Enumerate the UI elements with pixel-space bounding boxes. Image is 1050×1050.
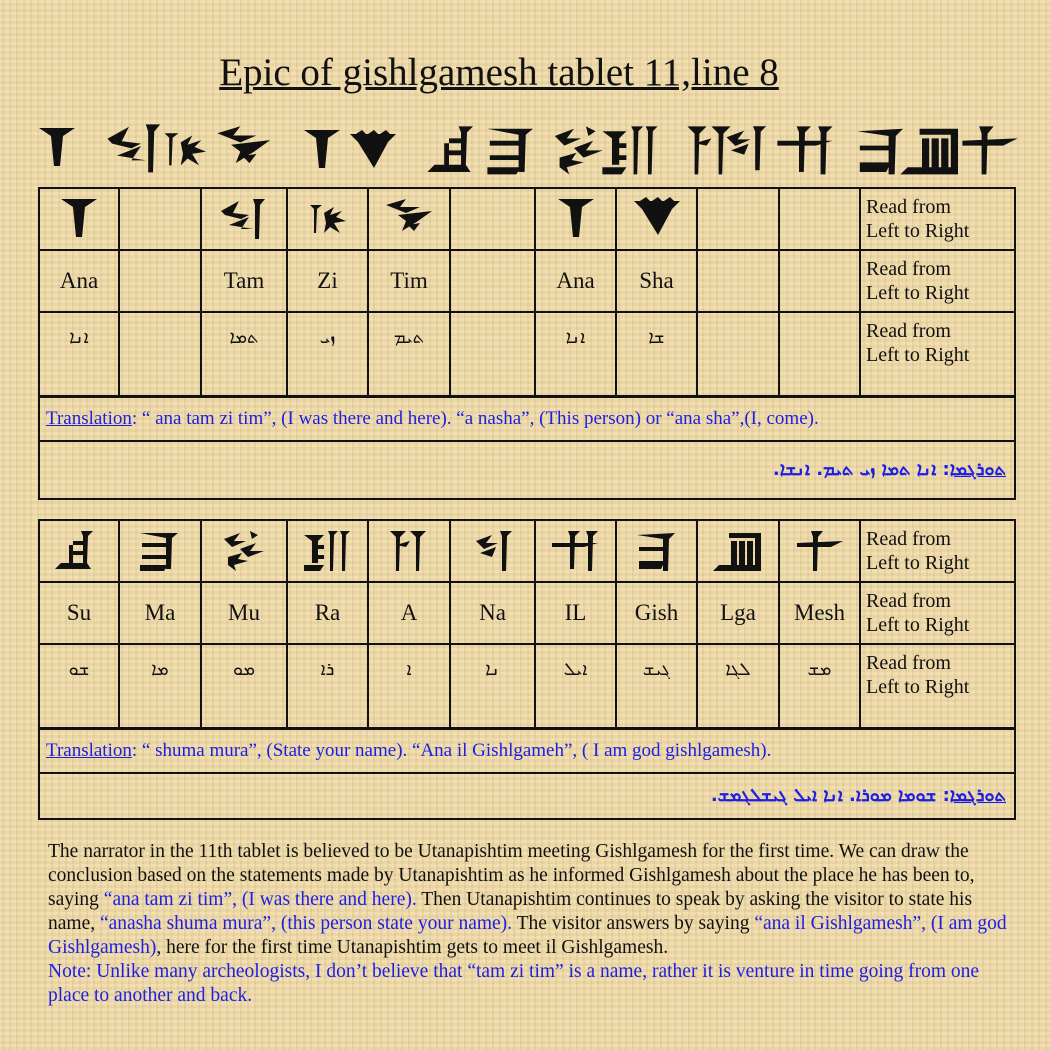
su-cuneiform-icon (427, 126, 473, 172)
ana-cuneiform-icon (554, 197, 598, 241)
mesh-cuneiform-icon (795, 529, 845, 573)
syllable-cell: Gish (634, 600, 679, 625)
syllable-cell: Mesh (793, 600, 846, 625)
syriac-cell: ܡܘ (232, 659, 256, 680)
zi-cuneiform-icon (306, 197, 350, 241)
tim-cuneiform-icon (384, 197, 434, 241)
read-direction-note: Read from Left to Right (860, 520, 1015, 582)
ana-cuneiform-icon (39, 128, 75, 166)
glyph-cell (368, 188, 450, 250)
read-direction-note: Read from Left to Right (860, 582, 1015, 644)
syriac-cell: ܡܫ (807, 659, 832, 680)
translation-row (39, 728, 1015, 773)
syriac-cell: ܙܝ (319, 327, 336, 348)
syllable-cell: Tam (223, 268, 265, 293)
syllable-cell: Mu (228, 600, 260, 625)
gish-cuneiform-icon (857, 129, 903, 175)
syllable-cell: Su (66, 600, 92, 625)
syriac-translation-row (39, 441, 1015, 499)
mu-cuneiform-icon (220, 529, 268, 573)
mesh-cuneiform-icon (962, 126, 1017, 174)
syllable-cell: Ra (314, 600, 341, 625)
ma-cuneiform-icon (138, 529, 182, 573)
syriac-cell: ܓܝܫ (642, 659, 671, 680)
read-direction-note: Read from Left to Right (860, 644, 1015, 728)
su-cuneiform-icon (53, 529, 105, 573)
na-cuneiform-icon (470, 529, 516, 573)
read-direction-note: Read from Left to Right (860, 188, 1015, 250)
cuneiform-line (30, 118, 1020, 180)
tam-cuneiform-icon (107, 124, 160, 172)
glyph-cell (119, 188, 201, 250)
syllable-cell: Sha (639, 268, 674, 293)
ana-cuneiform-icon (57, 197, 101, 241)
syriac-cell: ܐܢܐ (565, 327, 586, 348)
syriac-cell: ܐ (406, 659, 412, 680)
commentary-text: Then Utanapishtim continues to speak by asking the visitor to state his name, (48, 889, 973, 934)
page-title: Epic of gishlgamesh tablet 11,line 8 (219, 51, 779, 94)
syllable-cell: A (400, 600, 418, 625)
mu-cuneiform-icon (555, 126, 603, 174)
gish-cuneiform-icon (635, 529, 679, 573)
glyph-cell (450, 188, 535, 250)
zi-cuneiform-icon (165, 133, 206, 165)
syriac-row (39, 312, 1015, 396)
ma-cuneiform-icon (487, 129, 533, 175)
commentary-text: The visitor answers by saying (512, 913, 755, 934)
glyph-cell (616, 188, 697, 250)
sha-cuneiform-icon (632, 197, 682, 241)
syriac-translation-label: ܬܘܪܓܡܐ (949, 459, 1006, 480)
syriac-row (39, 644, 1015, 728)
syriac-cell: ܡܐ (151, 659, 169, 680)
glyph-cell (697, 188, 779, 250)
il-cuneiform-icon (550, 529, 602, 573)
glyph-cell (39, 188, 119, 250)
glyph-row (39, 520, 1015, 582)
quote-text: “ana il Gishlgamesh”, (I am god Gishlgamesh) (48, 913, 1007, 958)
tam-cuneiform-icon (219, 197, 269, 241)
translation-cell (39, 396, 1015, 441)
syriac-cell: ܬܡܐ (229, 327, 259, 348)
syllable-cell: Ma (144, 600, 176, 625)
quote-text: “anasha shuma mura”, (this person state your name). (99, 913, 513, 934)
syriac-translation-cell (39, 441, 1015, 499)
syriac-cell: ܪܐ (320, 659, 335, 680)
glyph-cell (201, 188, 287, 250)
commentary-text: The narrator in the 11th tablet is believed to be Utanapishtim meeting Gishlgamesh for the first time. We can draw the conclusion based on the statements made by Utanapishtim as he informed Gishlgamesh about the place he has been to, saying (48, 841, 975, 910)
ana-cuneiform-icon (304, 130, 340, 168)
commentary-text: , here for the first time Utanapishtim gets to meet il Gishlgamesh. (156, 937, 669, 958)
syllable-row (39, 250, 1015, 312)
syriac-translation-text: : ܫܘܡܐ ܡܘܪܐ. ܐܢܐ ܐܝܠ ܓܝܫܠܓܡܫ. (710, 785, 950, 806)
il-cuneiform-icon (777, 126, 832, 174)
a-cuneiform-icon (388, 529, 430, 573)
syriac-cell: ܫܐ (648, 327, 665, 348)
syllable-cell: IL (564, 600, 587, 625)
translation-label: Translation (46, 407, 132, 429)
syllable-cell: Tim (390, 268, 428, 293)
syllable-cell: Zi (317, 268, 338, 293)
ra-cuneiform-icon (602, 126, 657, 174)
syriac-translation-cell (39, 773, 1015, 819)
translation-text: : “ shuma mura”, (State your name). “Ana il Gishlgameh”, ( I am god gishlgamesh). (131, 739, 772, 761)
syllable-row (39, 582, 1015, 644)
lga-cuneiform-icon (900, 129, 958, 175)
syllable-cell: Ana (556, 268, 595, 293)
syllable-cell: Lga (720, 600, 756, 625)
translation-label: Translation (46, 739, 132, 761)
syriac-translation-text: : ܐܢܐ ܬܡܐ ܙܝ ܬܝܡ. ܐܢܫܐ. (772, 459, 950, 480)
glyph-cell (287, 188, 368, 250)
glyph-cell (535, 188, 616, 250)
syriac-cell: ܐܢܐ (69, 327, 89, 348)
syriac-cell: ܐܝܠ (563, 659, 588, 680)
syriac-translation-row (39, 773, 1015, 819)
syriac-cell: ܠܓܐ (725, 659, 751, 680)
ra-cuneiform-icon (302, 529, 354, 573)
commentary-paragraph (48, 840, 1008, 1008)
sha-cuneiform-icon (350, 130, 396, 168)
translation-text: : “ ana tam zi tim”, (I was there and here). “a nasha”, (This person) or “ana sha”,(I, come). (131, 407, 819, 429)
syriac-translation-label: ܬܘܪܓܡܐ (949, 785, 1006, 806)
syllable-cell: Na (479, 600, 506, 625)
translation-row (39, 396, 1015, 441)
syriac-cell: ܫܘ (68, 659, 90, 680)
transliteration-table-2 (38, 519, 1016, 820)
quote-text: “ana tam zi tim”, (I was there and here). (103, 889, 417, 910)
read-direction-note: Read from Left to Right (860, 250, 1015, 312)
read-direction-note: Read from Left to Right (860, 312, 1015, 396)
glyph-cell (779, 188, 860, 250)
syriac-cell: ܢܐ (485, 659, 500, 680)
transliteration-table-1 (38, 187, 1016, 500)
syllable-cell: Ana (59, 268, 99, 293)
note-text: Note: Unlike many archeologists, I don’t believe that “tam zi tim” is a name, rather it is venture in time going from one place to another and back. (48, 961, 980, 1006)
a-cuneiform-icon (687, 126, 730, 174)
tim-cuneiform-icon (217, 126, 270, 163)
syriac-cell: ܬܝܡ (393, 327, 425, 348)
lga-cuneiform-icon (711, 529, 765, 573)
translation-cell (39, 728, 1015, 773)
glyph-row (39, 188, 1015, 250)
na-cuneiform-icon (727, 126, 767, 170)
